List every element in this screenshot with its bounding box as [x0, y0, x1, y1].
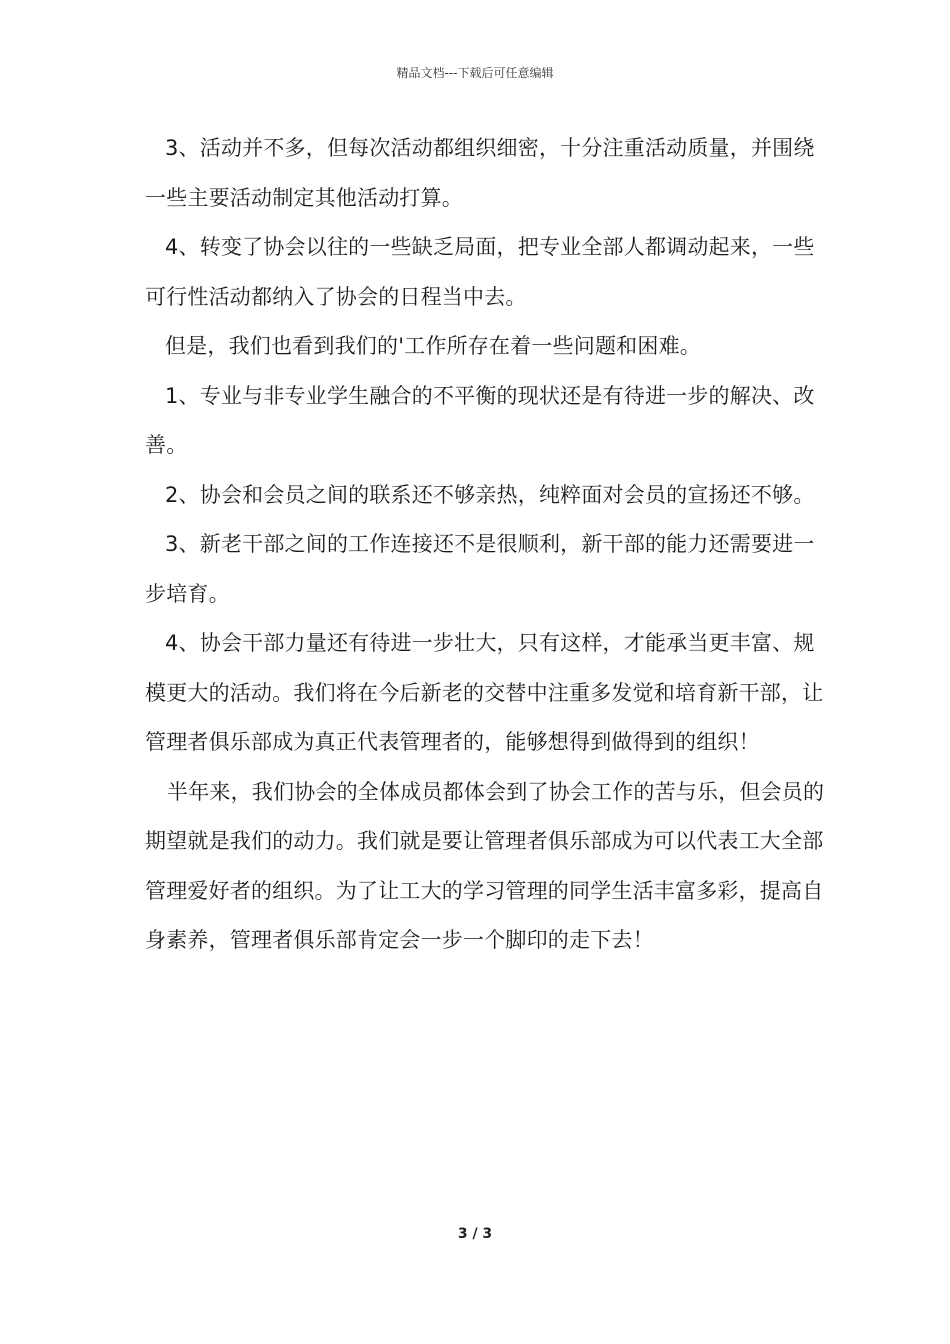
- page-number: 3 / 3: [457, 1226, 493, 1242]
- paragraph-activity-quality: 3、活动并不多，但每次活动都组织细密，十分注重活动质量，并围绕一些主要活动制定其他活动打算。: [145, 136, 815, 210]
- paragraph-problem-cadre-strength: 4、协会干部力量还有待进一步壮大，只有这样，才能承当更丰富、规模更大的活动。我们将在今后新老的交替中注重多发觉和培育新干部，让管理者俱乐部成为真正代表管理者的，能够想得到做得到的组织！: [145, 631, 824, 754]
- paragraph-problems-intro: 但是，我们也看到我们的'工作所存在着一些问题和困难。: [165, 334, 701, 358]
- paragraph-problem-communication: 2、协会和会员之间的联系还不够亲热，纯粹面对会员的宣扬还不够。: [165, 482, 815, 507]
- document-body: [145, 124, 825, 966]
- paragraph-problem-integration: 1、专业与非专业学生融合的不平衡的现状还是有待进一步的解决、改善。: [145, 383, 815, 457]
- page-header: 精品文档---下载后可任意编辑: [396, 66, 554, 80]
- paragraph-conclusion: 半年来，我们协会的全体成员都体会到了协会工作的苦与乐，但会员的期望就是我们的动力。我们就是要让管理者俱乐部成为可以代表工大全部管理爱好者的组织。为了让工大的学习管理的同学生活丰富多彩，提高自身素养，管理者俱乐部肯定会一步一个脚印的走下去！: [145, 779, 825, 952]
- paragraph-problem-handover: 3、新老干部之间的工作连接还不是很顺利，新干部的能力还需要进一步培育。: [145, 532, 815, 606]
- paragraph-change-situation: 4、转变了协会以往的一些缺乏局面，把专业全部人都调动起来，一些可行性活动都纳入了协会的日程当中去。: [145, 235, 815, 309]
